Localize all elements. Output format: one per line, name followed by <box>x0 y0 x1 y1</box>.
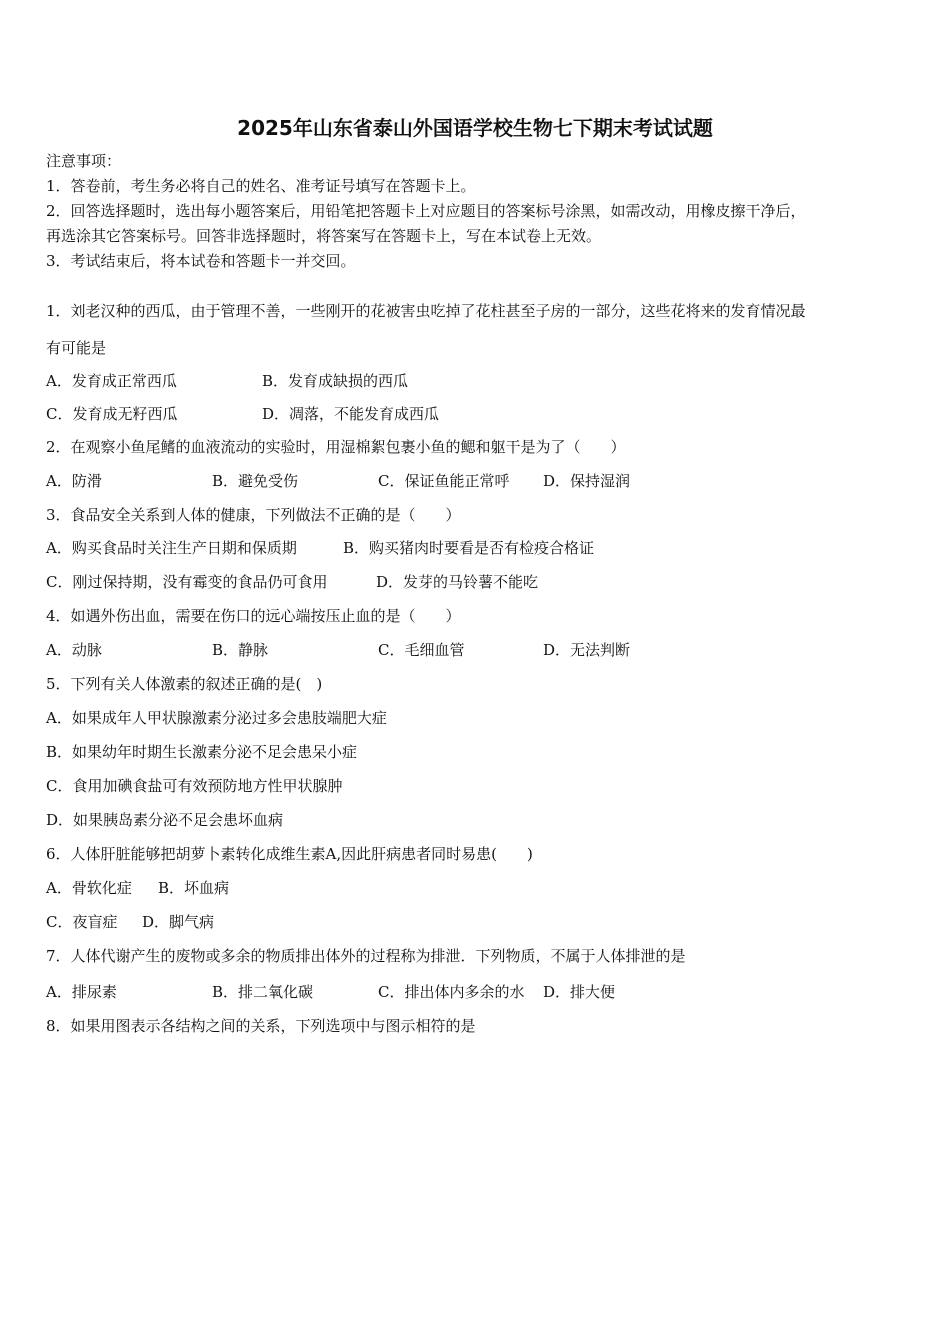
question-2-option-a: A．防滑 <box>46 472 102 490</box>
question-1-option-b: B．发育成缺损的西瓜 <box>262 372 409 390</box>
question-4-option-d: D．无法判断 <box>543 641 631 659</box>
question-5-option-d: D．如果胰岛素分泌不足会患坏血病 <box>46 811 284 829</box>
question-5-option-a: A．如果成年人甲状腺激素分泌过多会患肢端肥大症 <box>46 709 387 727</box>
question-1-stem: 1．刘老汉种的西瓜，由于管理不善，一些刚开的花被害虫吃掉了花柱甚至子房的一部分，这些花将来的发育情况最 <box>46 302 806 320</box>
question-5-stem: 5．下列有关人体激素的叙述正确的是( ) <box>46 675 323 693</box>
notice-item: 3．考试结束后，将本试卷和答题卡一并交回。 <box>46 252 356 270</box>
question-3-option-d: D．发芽的马铃薯不能吃 <box>376 573 539 591</box>
page-title: 2025年山东省泰山外国语学校生物七下期末考试试题 <box>237 116 713 140</box>
question-4-option-c: C．毛细血管 <box>378 641 465 659</box>
question-6-option-a: A．骨软化症 <box>46 879 132 897</box>
question-3-stem: 3．食品安全关系到人体的健康，下列做法不正确的是（ ） <box>46 506 461 524</box>
question-6-stem: 6．人体肝脏能够把胡萝卜素转化成维生素A,因此肝病患者同时易患( ) <box>46 845 533 863</box>
question-2-option-b: B．避免受伤 <box>212 472 299 490</box>
question-4-stem: 4．如遇外伤出血，需要在伤口的远心端按压止血的是（ ） <box>46 607 461 625</box>
question-5-option-c: C．食用加碘食盐可有效预防地方性甲状腺肿 <box>46 777 343 795</box>
question-1-option-d: D．凋落，不能发育成西瓜 <box>262 405 440 423</box>
question-2-option-c: C．保证鱼能正常呼 <box>378 472 510 490</box>
notice-item: 再选涂其它答案标号。回答非选择题时，将答案写在答题卡上，写在本试卷上无效。 <box>46 227 602 245</box>
notice-item: 2．回答选择题时，选出每小题答案后，用铅笔把答题卡上对应题目的答案标号涂黑，如需改动，用橡皮擦干净后， <box>46 202 806 220</box>
question-6-option-b: B．坏血病 <box>158 879 230 897</box>
question-8-stem: 8．如果用图表示各结构之间的关系，下列选项中与图示相符的是 <box>46 1017 476 1035</box>
notice-item: 1．答卷前，考生务必将自己的姓名、准考证号填写在答题卡上。 <box>46 177 476 195</box>
question-4-option-b: B．静脉 <box>212 641 269 659</box>
question-2-option-d: D．保持湿润 <box>543 472 631 490</box>
question-3-option-a: A．购买食品时关注生产日期和保质期 <box>46 539 297 557</box>
question-6-option-c: C．夜盲症 <box>46 913 118 931</box>
question-1-stem-cont: 有可能是 <box>46 339 107 357</box>
notice-heading: 注意事项： <box>46 152 122 170</box>
question-6-option-d: D．脚气病 <box>142 913 215 931</box>
question-1-option-c: C．发育成无籽西瓜 <box>46 405 178 423</box>
question-3-option-c: C．刚过保持期，没有霉变的食品仍可食用 <box>46 573 328 591</box>
question-7-option-d: D．排大便 <box>543 983 616 1001</box>
question-7-option-a: A．排尿素 <box>46 983 117 1001</box>
question-3-option-b: B．购买猪肉时要看是否有检疫合格证 <box>343 539 595 557</box>
question-2-stem: 2．在观察小鱼尾鳍的血液流动的实验时，用湿棉絮包裹小鱼的鳃和躯干是为了（ ） <box>46 438 626 456</box>
question-7-option-b: B．排二氧化碳 <box>212 983 314 1001</box>
question-4-option-a: A．动脉 <box>46 641 102 659</box>
question-1-option-a: A．发育成正常西瓜 <box>46 372 177 390</box>
question-7-stem: 7．人体代谢产生的废物或多余的物质排出体外的过程称为排泄．下列物质，不属于人体排泄的是 <box>46 947 686 965</box>
question-7-option-c: C．排出体内多余的水 <box>378 983 525 1001</box>
question-5-option-b: B．如果幼年时期生长激素分泌不足会患呆小症 <box>46 743 358 761</box>
